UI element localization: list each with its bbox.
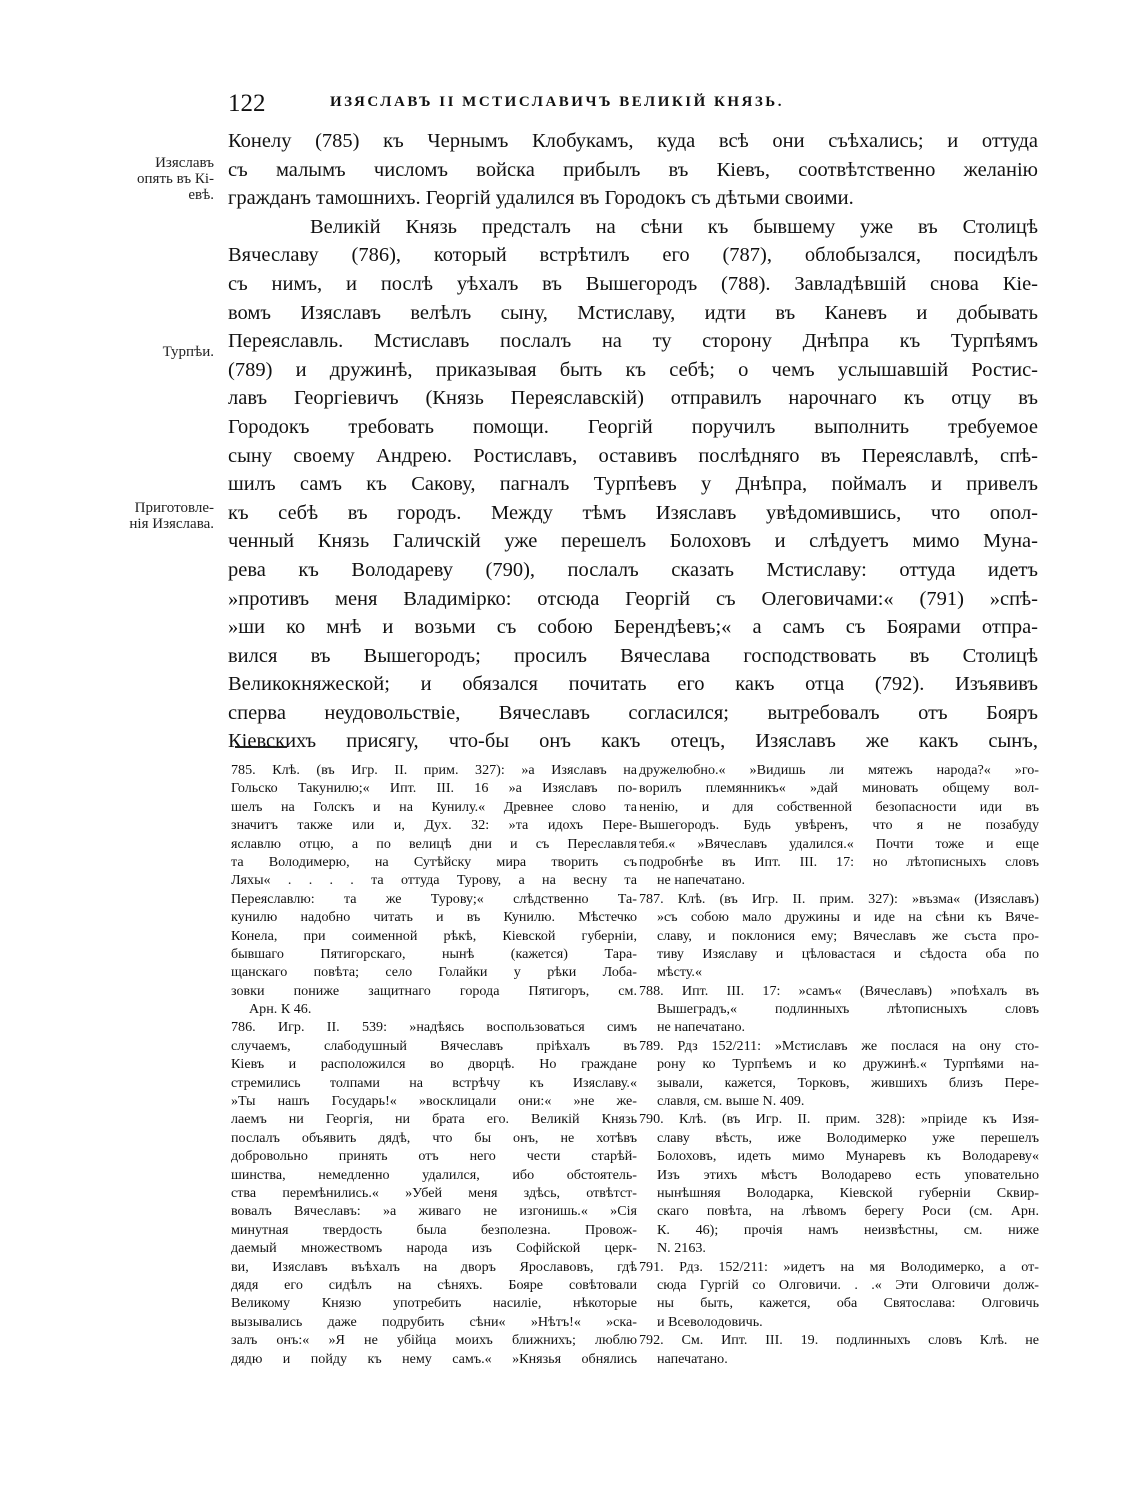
footnote-line: шелъ на Голскъ и на Кунилу.« Древнее слово та xyxy=(231,798,637,815)
text-line: лавъ Георгіевичъ (Князь Переяславскій) отправилъ нарочнаго къ отцу въ xyxy=(228,387,1038,410)
text-line: гражданъ тамошнихъ. Георгій удалился въ Городокъ съ дѣтьми своими. xyxy=(228,187,854,210)
footnotes-right-column xyxy=(639,761,1039,1368)
footnote-line: 788. Ипт. III. 17: »самъ« (Вячеславъ) »поѣхалъ въ xyxy=(639,982,1039,999)
footnote-line: ви, Изяславъ въѣхалъ на дворъ Ярославовъ, гдѣ xyxy=(231,1258,637,1275)
margin-note-kiev: Изяславъ опять въ Кі-евѣ. xyxy=(137,155,214,203)
footnote-line: Великому Князю употребить насиліе, нѣкоторые xyxy=(231,1295,637,1312)
footnote-line: вызывались даже подрубить сѣни« »Нѣтъ!« »ска- xyxy=(231,1313,637,1330)
running-title: ИЗЯСЛАВЪ II МСТИСЛАВИЧЪ ВЕЛИКІЙ КНЯЗЬ. xyxy=(330,94,784,110)
footnote-line: яславлю отцю, а по велицѣ дни и съ Переславля xyxy=(231,835,637,852)
footnote-line: залъ онъ:« »Я не убійца моихъ ближнихъ; люблю xyxy=(231,1332,637,1349)
text-line: съ малымъ числомъ войска прибылъ въ Кіевъ, соотвѣтственно желанію xyxy=(228,158,1038,181)
footnote-line: »съ собою мало дружины и иде на сѣни къ Вяче- xyxy=(657,909,1039,926)
footnote-line: Конела, при соименной рѣкѣ, Кіевской губерніи, xyxy=(231,927,637,944)
text-line: рева къ Володареву (790), послалъ сказать Мстиславу: оттуда идетъ xyxy=(228,558,1038,581)
text-line: съ нимъ, и послѣ уѣхалъ въ Вышегородъ (788). Завладѣвшій снова Кіе- xyxy=(228,272,1038,295)
footnote-line: ворилъ племянникъ« »дай миновать общему вол- xyxy=(639,780,1039,797)
footnote-line: 787. Клѣ. (въ Игр. II. прим. 327): »възма« (Изяславъ) xyxy=(639,890,1039,907)
footnote-line: дружелюбно.« »Видишь ли мятежъ народа?« »го- xyxy=(639,762,1039,778)
text-line: Великокняжеской; и обязался почитать его какъ отца (792). Изъявивъ xyxy=(228,673,1038,696)
footnote-line: зовки пониже защитнаго города Пятигоръ, см. xyxy=(231,982,637,999)
text-line: (789) и дружинѣ, приказывая быть къ себѣ; о чемъ услышавшій Ростис- xyxy=(228,358,1038,381)
text-line: »противъ меня Владимірко: отсюда Георгій съ Олеговичами:« (791) »спѣ- xyxy=(228,587,1038,610)
footnote-line: 785. Клѣ. (въ Игр. II. прим. 327): »а Изяславъ на xyxy=(231,762,637,778)
footnote-line: лаемъ ни Георгія, ни брата его. Великій Князь xyxy=(231,1111,637,1128)
footnote-line: 791. Рдз. 152/211: »идетъ на мя Володимерко, а от- xyxy=(639,1258,1039,1275)
footnote-rule xyxy=(235,746,287,748)
text-line: Городокъ требовать помощи. Георгій поручилъ выполнить требуемое xyxy=(228,415,1038,438)
footnote-line: нынѣшняя Володарка, Кіевской губерніи Сквир- xyxy=(657,1184,1039,1201)
footnote-line: кунилю надобно читать и въ Кунилю. Мѣстечко xyxy=(231,909,637,926)
footnote-line: Гольско Такунилю;« Ипт. III. 16 »а Изяславъ по- xyxy=(231,780,637,797)
footnote-line: тебя.« »Вячеславъ удалился.« Почти тоже и еще xyxy=(639,835,1039,852)
footnote-line: ства перемѣнились.« »Убей меня здѣсь, отвѣтст- xyxy=(231,1184,637,1201)
footnote-line: стремились толпами на встрѣчу къ Изяславу.« xyxy=(231,1074,637,1091)
footnote-line: Ляхы« . . . . та оттуда Турову, а на весну та xyxy=(231,872,637,889)
footnote-line: случаемъ, слабодушный Вячеславъ пріѣхалъ въ xyxy=(231,1037,637,1054)
footnote-line: 789. Рдз 152/211: »Мстиславъ же послася на ону сто- xyxy=(639,1037,1039,1054)
footnote-line: та Володимерю, на Сутѣйску мира творить съ xyxy=(231,853,637,870)
main-text xyxy=(228,127,1038,756)
footnote-line: Болоховъ, идеть мимо Мунаревъ къ Володареву« xyxy=(657,1148,1039,1165)
footnote-line: рону ко Турпѣемъ и ко дружинѣ.« Турпѣями на- xyxy=(657,1056,1039,1073)
footnote-line: 792. См. Ипт. III. 19. подлинныхъ словъ Клѣ. не xyxy=(639,1332,1039,1349)
footnote-line: Вышегородъ. Будь увѣренъ, что я не позабуду xyxy=(639,817,1039,834)
footnote-line: подробнѣе въ Ипт. III. 17: но лѣтописныхъ словъ xyxy=(639,853,1039,870)
text-line: шилъ самъ къ Сакову, пагналъ Турпѣевъ у Днѣпра, поймалъ и привелъ xyxy=(228,473,1038,496)
footnote-line: мѣсту.« xyxy=(657,964,703,981)
footnote-line: славу вѣсть, иже Володимерко уже перешелъ xyxy=(657,1129,1039,1146)
footnote-line: напечатано. xyxy=(657,1350,728,1367)
footnote-line: бывшаго Пятигорскаго, нынѣ (кажется) Тара- xyxy=(231,945,637,962)
footnote-line: даемый множествомъ народа изъ Софійской церк- xyxy=(231,1240,637,1257)
text-line: Конелу (785) къ Чернымъ Клобукамъ, куда всѣ они съѣхались; и оттуда xyxy=(228,130,1038,152)
text-line: къ себѣ въ городъ. Между тѣмъ Изяславъ увѣдомившись, что опол- xyxy=(228,501,1038,524)
footnote-line: »Ты нашъ Государь!« »восклицали они:« »не же- xyxy=(231,1093,637,1110)
footnote-line: Изъ этихъ мѣстъ Володарево есть уповательно xyxy=(657,1166,1039,1183)
text-line: вился въ Вышегородъ; просилъ Вячеслава господствовать въ Столицѣ xyxy=(228,644,1038,667)
footnote-line: N. 2163. xyxy=(657,1240,706,1257)
footnote-line: дядя его сидѣлъ на сѣняхъ. Бояре совѣтовали xyxy=(231,1276,637,1293)
footnote-line: и Всеволодовичь. xyxy=(657,1313,763,1330)
text-line: Великій Князь предсталъ на сѣни къ бывшему уже въ Столицѣ xyxy=(310,215,1038,238)
footnote-line: 790. Клѣ. (въ Игр. II. прим. 328): »пріиде къ Изя- xyxy=(639,1111,1039,1128)
footnote-line: добровольно принять отъ него чести старѣй- xyxy=(231,1148,637,1165)
footnote-line: не напечатано. xyxy=(657,1019,746,1036)
footnote-line: Кіевъ и расположился во дворцѣ. Но граждане xyxy=(231,1056,637,1073)
text-line: сыну своему Андрею. Ростиславъ, оставивъ послѣдняго въ Переяславлѣ, спѣ- xyxy=(228,444,1038,467)
page-number: 122 xyxy=(228,90,266,117)
footnote-line: минутная твердость была безполезна. Провож- xyxy=(231,1221,637,1238)
margin-note-turpei: Турпѣи. xyxy=(162,344,214,360)
text-line: Переяславль. Мстиславъ послалъ на ту сторону Днѣпра къ Турпѣямъ xyxy=(228,330,1038,353)
footnote-line: зывали, кажется, Торковъ, жившихъ близъ Пере- xyxy=(657,1074,1039,1091)
footnote-line: значитъ также или и, Дух. 32: »та идохъ Пере- xyxy=(231,817,637,834)
footnote-line: Арн. К 46. xyxy=(249,1001,312,1018)
footnote-line: славля, см. выше N. 409. xyxy=(657,1093,805,1110)
footnote-line: щанскаго повѣта; село Голайки у рѣки Лоба- xyxy=(231,964,637,981)
footnote-line: вовалъ Вячеславъ: »а живаго не изгонишь.« »Сія xyxy=(231,1203,637,1220)
footnote-line: не напечатано. xyxy=(657,872,746,889)
footnote-line: К. 46); прочія намъ неизвѣстны, см. ниже xyxy=(657,1221,1039,1238)
footnote-line: сюда Гургій со Олговичи. . .« Эти Олговичи долж- xyxy=(657,1276,1039,1293)
footnote-line: ны быть, кажется, оба Святослава: Олговичь xyxy=(657,1295,1039,1312)
footnote-line: славу, и поклонися ему; Вячеславъ же съста про- xyxy=(657,927,1039,944)
footnote-line: тиву Изяславу и цѣловастася и сѣдоста оба по xyxy=(657,945,1039,962)
footnote-line: Вышеградъ,« подлинныхъ лѣтописныхъ словъ xyxy=(657,1001,1039,1018)
footnote-line: Переяславлю: та же Турову;« слѣдственно Та- xyxy=(231,890,637,907)
text-line: вомъ Изяславъ велѣлъ сыну, Мстиславу, идти въ Каневъ и добывать xyxy=(228,301,1038,324)
footnote-line: скаго повѣта, на лѣвомъ берегу Роси (см. Арн. xyxy=(657,1203,1039,1220)
text-line: сперва неудовольствіе, Вячеславъ согласился; вытребовалъ отъ Бояръ xyxy=(228,701,1038,724)
text-line: Кіевскихъ присягу, что-бы онъ какъ отецъ, Изяславъ же какъ сынъ, xyxy=(228,730,1038,753)
footnote-line: дядю и пойду къ нему самъ.« »Князья обнялись xyxy=(231,1350,637,1367)
text-line: Вячеславу (786), который встрѣтилъ его (787), облобызался, посидѣлъ xyxy=(228,244,1038,267)
margin-note-preparations: Приготовле-нія Изяслава. xyxy=(129,500,214,532)
footnote-line: шинства, немедленно удалился, ибо обстоятель- xyxy=(231,1166,637,1183)
text-line: ченный Князь Галичскій уже перешелъ Болоховъ и слѣдуетъ мимо Муна- xyxy=(228,530,1038,553)
footnote-line: ненію, и для собственной безопасности иди въ xyxy=(639,798,1039,815)
footnotes-left-column xyxy=(231,761,637,1368)
text-line: »ши ко мнѣ и возьми съ собою Берендѣевъ;« а самъ съ Боярами отпра- xyxy=(228,616,1038,639)
footnote-line: послалъ объявить дядѣ, что бы онъ, не хотѣвъ xyxy=(231,1129,637,1146)
footnote-line: 786. Игр. II. 539: »надѣясь воспользоваться симъ xyxy=(231,1019,637,1036)
